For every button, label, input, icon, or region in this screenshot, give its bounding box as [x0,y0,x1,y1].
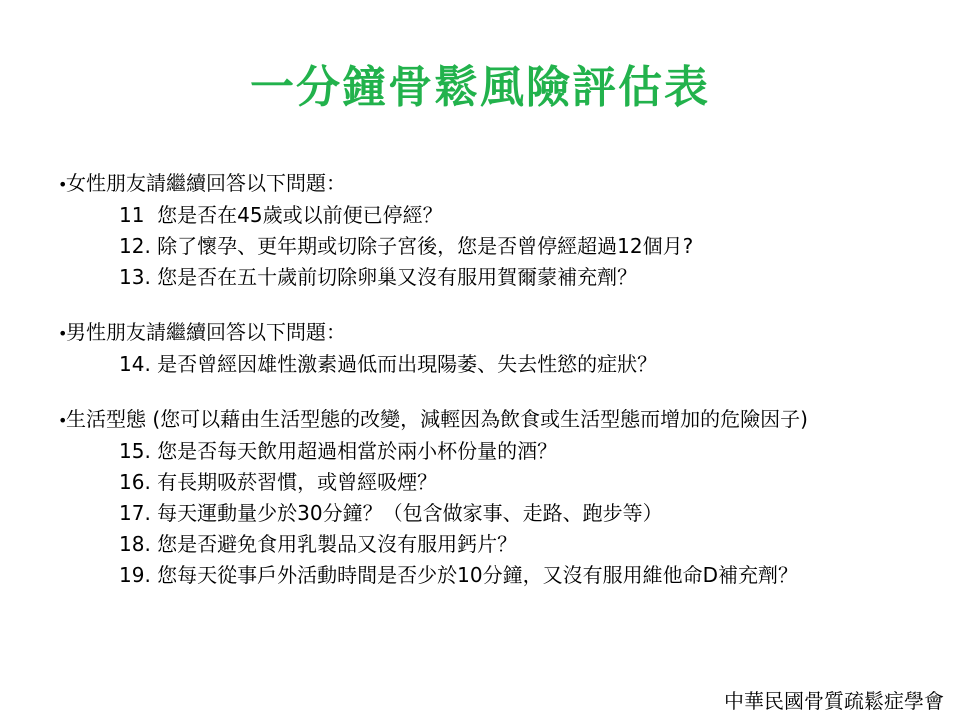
question-number: 15. [119,439,151,463]
question-number: 19. [119,563,151,587]
question-number: 14. [119,352,151,376]
bullet-icon: • [58,324,68,343]
question-text: 有長期吸菸習慣，或曾經吸煙？ [157,470,438,494]
question-text: 是否曾經因雄性激素過低而出現陽萎、失去性慾的症狀？ [157,352,658,376]
section-women [58,168,928,293]
question-number: 12. [119,234,151,258]
question-text: 您是否在五十歲前切除卵巢又沒有服用賀爾蒙補充劑？ [157,265,638,289]
bullet-icon: • [58,411,68,430]
question-item [58,231,928,262]
section-heading-text: 女性朋友請繼續回答以下問題： [66,171,346,195]
section-heading [58,168,928,200]
section-heading-text: 生活型態 (您可以藉由生活型態的改變，減輕因為飲食或生活型態而增加的危險因子) [66,407,808,431]
question-text: 除了懷孕、更年期或切除子宮後，您是否曾停經超過12個月? [157,234,694,258]
organization-footer: 中華民國骨質疏鬆症學會 [724,689,944,713]
question-list [58,349,928,380]
question-text: 您是否每天飲用超過相當於兩小杯份量的酒？ [157,439,558,463]
section-men [58,317,928,380]
question-list [58,200,928,293]
section-heading [58,404,918,436]
question-item [58,200,928,231]
section-lifestyle [58,404,928,591]
question-item [58,349,928,380]
bullet-icon: • [58,175,68,194]
question-item [58,436,928,467]
section-heading [58,317,928,349]
question-number: 17. [119,501,151,525]
slide-title: 一分鐘骨鬆風險評估表 [250,62,710,113]
question-number: 13. [119,265,151,289]
question-number: 11 [119,203,145,227]
slide-content [58,168,928,615]
question-list [58,436,928,591]
question-text: 每天運動量少於30分鐘？（包含做家事、走路、跑步等） [157,501,663,525]
question-item [58,529,928,560]
question-item [58,262,928,293]
question-text: 您是否在45歲或以前便已停經？ [157,203,443,227]
question-item [58,560,928,591]
question-number: 18. [119,532,151,556]
question-text: 您每天從事戶外活動時間是否少於10分鐘，又沒有服用維他命D補充劑？ [157,563,799,587]
section-heading-text: 男性朋友請繼續回答以下問題： [66,320,346,344]
question-text: 您是否避免食用乳製品又沒有服用鈣片？ [157,532,518,556]
question-item [58,498,928,529]
question-number: 16. [119,470,151,494]
question-item [58,467,928,498]
